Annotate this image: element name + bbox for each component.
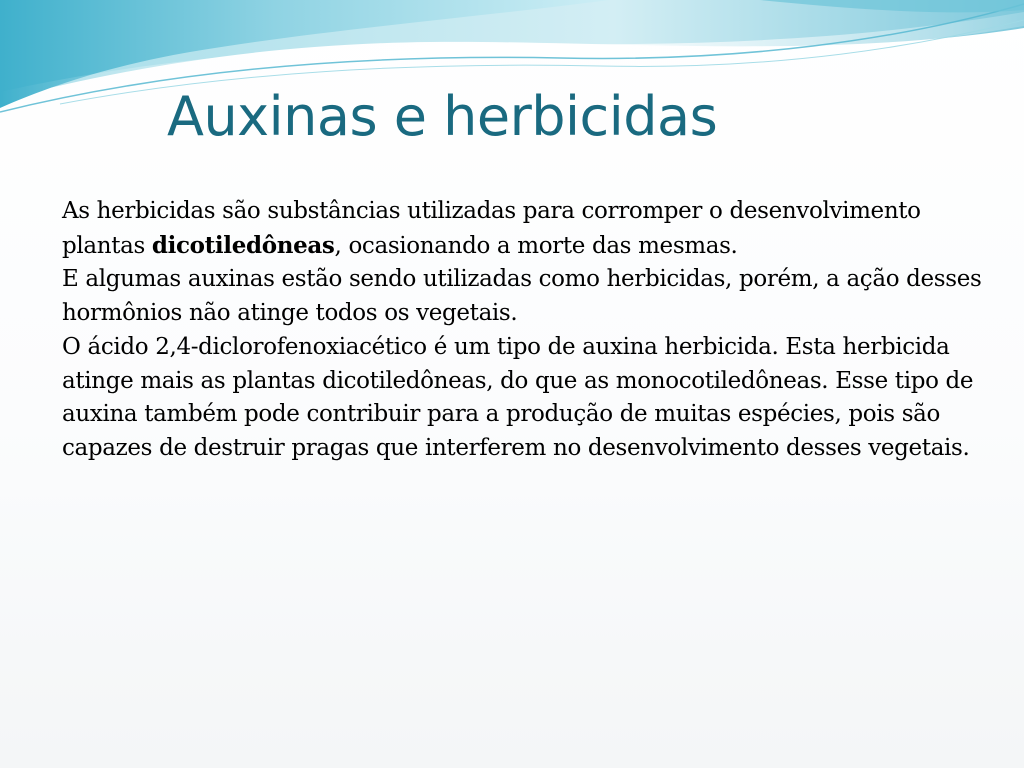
paragraph-herbicides-definition bbox=[62, 195, 1002, 263]
slide-title: Auxinas e herbicidas bbox=[167, 85, 718, 148]
paragraph-auxins-as-herbicides: E algumas auxinas estão sendo utilizadas como herbicidas, porém, a ação desses hormônios não atinge todos os vegetais. bbox=[62, 266, 982, 327]
emphasis-dicotiledoneas: dicotiledôneas bbox=[151, 231, 335, 259]
paragraph-1-text-end: , ocasionando a morte das mesmas. bbox=[334, 232, 738, 259]
paragraph-2-4-d: O ácido 2,4-diclorofenoxiacético é um tipo de auxina herbicida. Esta herbicida atinge mais as plantas dicotiledôneas, do que as monocotiledôneas. Esse tipo de auxina também pode contribuir para a produção de muitas espécies, pois são capazes de destruir pragas que interferem no desenvolvimento desses vegetais. bbox=[62, 333, 974, 461]
slide-body bbox=[62, 195, 1002, 466]
paragraph-1-text-start: As herbicidas são substâncias utilizadas para corromper o desenvolvimento plantas bbox=[62, 198, 921, 259]
